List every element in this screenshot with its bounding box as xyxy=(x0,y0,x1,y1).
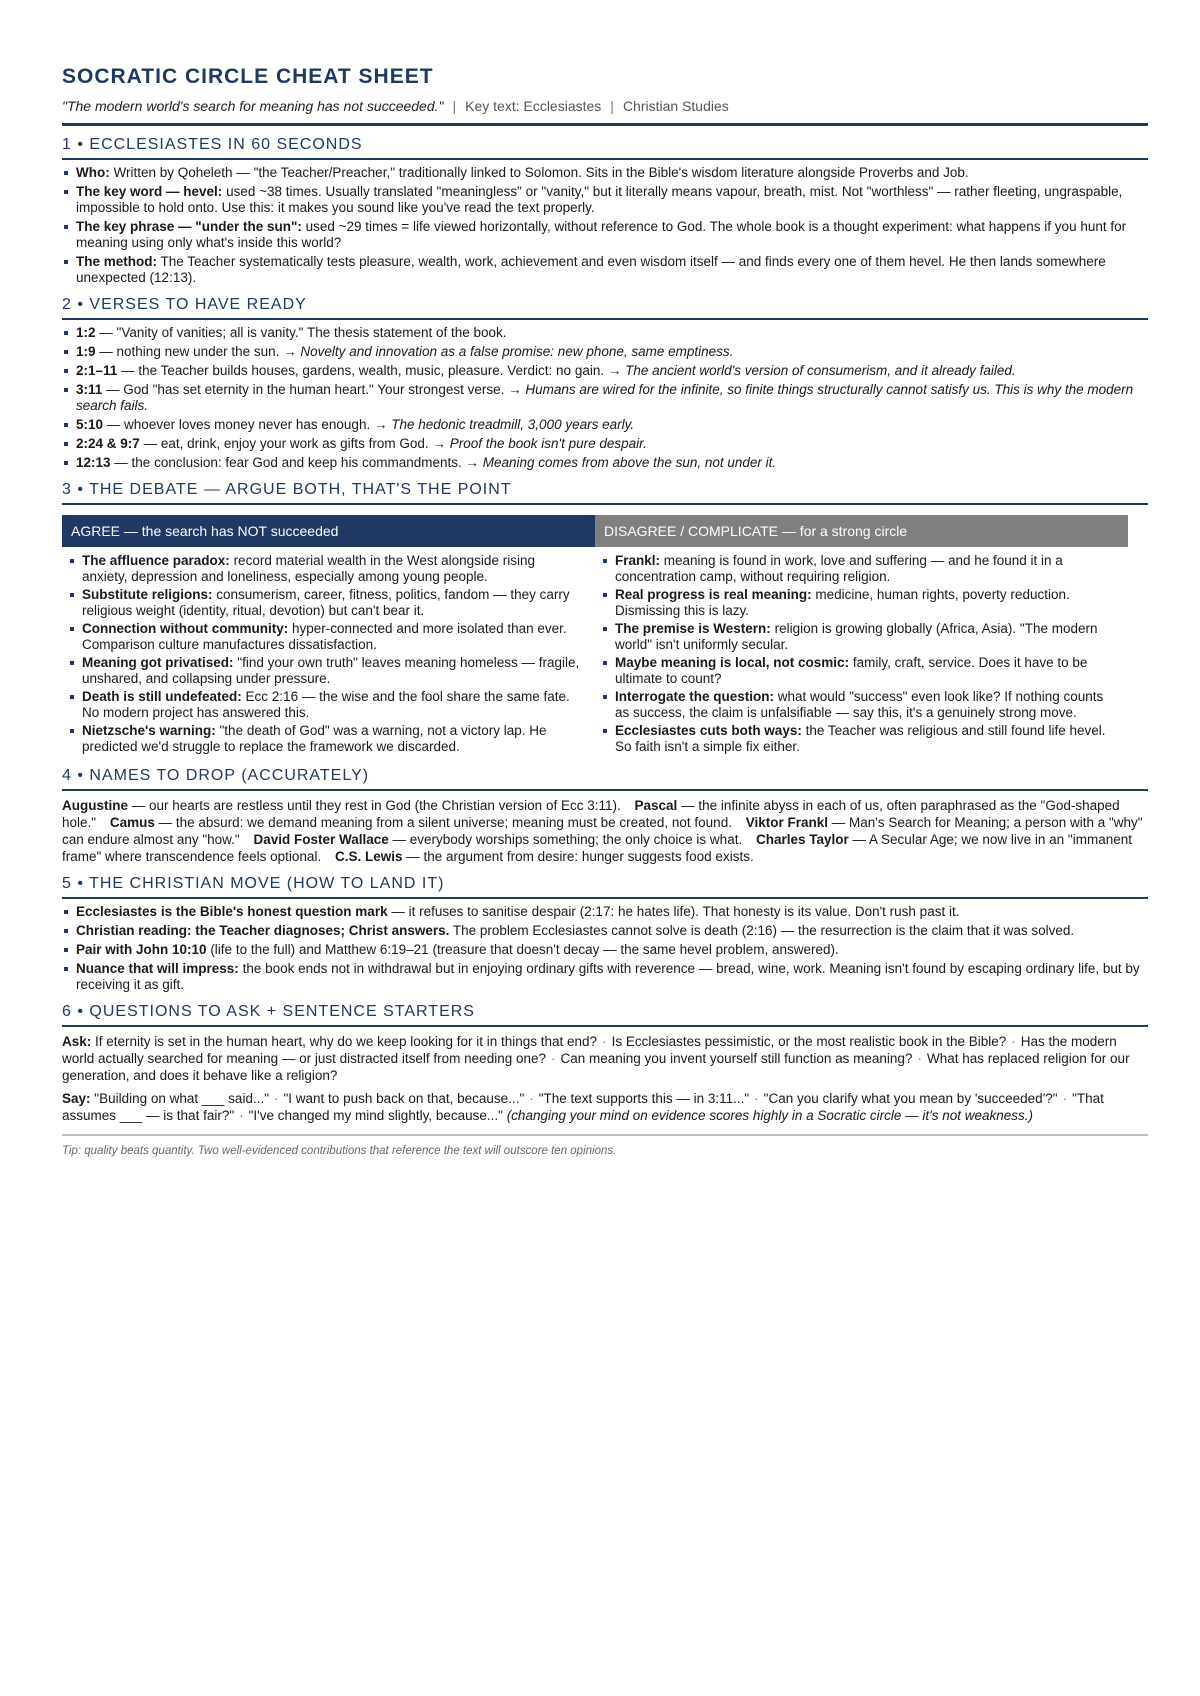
name-desc: — the argument from desire: hunger suggests food exists. xyxy=(406,849,754,864)
separator: | xyxy=(452,98,457,114)
verse-text: — the conclusion: fear God and keep his commandments. → xyxy=(114,455,479,470)
list-item xyxy=(62,923,1148,939)
list-item xyxy=(62,417,1148,433)
name: Augustine xyxy=(62,798,128,813)
agree-list xyxy=(68,553,581,755)
item-lead: The method: xyxy=(76,254,157,269)
item-text: what would "success" even look like? If nothing counts as success, the claim is unfalsifiable — say this, it's a genuinely strong move. xyxy=(615,689,1104,720)
item-lead: Meaning got privatised: xyxy=(82,655,234,670)
verse-text: — God "has set eternity in the human heart." Your strongest verse. → xyxy=(106,382,522,397)
section-5-heading: 5 • THE CHRISTIAN MOVE (HOW TO LAND IT) xyxy=(62,874,1148,899)
item-lead: Who: xyxy=(76,165,110,180)
item-lead: The key word — hevel: xyxy=(76,184,223,199)
list-item xyxy=(601,655,1114,687)
list-item xyxy=(68,655,581,687)
title-rule xyxy=(62,123,1148,126)
debate-table xyxy=(62,515,1128,757)
ask-paragraph: Ask: If eternity is set in the human heart, why do we keep looking for it in things that end? · Is Ecclesiastes pessimistic, or the most realistic book in the Bible? · Has the modern world actually searched for meaning — or just distracted itself from needing one? · Can meaning you invent yourself still function as meaning? · What has replaced religion for our generation, and does it behave like a religion? xyxy=(62,1034,1130,1083)
names-paragraph xyxy=(62,797,1148,865)
item-lead: Nietzsche's warning: xyxy=(82,723,216,738)
section-5-list xyxy=(62,904,1148,993)
section-2-list xyxy=(62,325,1148,471)
ask-label: Ask: xyxy=(62,1034,92,1049)
name-desc: — Man's Search for Meaning; a person with a "why" can endure almost any "how." xyxy=(62,815,1143,847)
name: Charles Taylor xyxy=(755,832,849,847)
item-lead: Christian reading: the Teacher diagnoses; Christ answers. xyxy=(76,923,450,938)
list-item xyxy=(62,942,1148,958)
verse-note: Humans are wired for the infinite, so finite things structurally cannot satisfy us. This is why the modern search fails. xyxy=(76,382,1134,413)
course-name: Christian Studies xyxy=(622,98,729,114)
agree-column xyxy=(62,515,595,757)
verse-text: — the Teacher builds houses, gardens, wealth, music, pleasure. Verdict: no gain. → xyxy=(121,363,622,378)
sentence-starter: "I've changed my mind slightly, because..." xyxy=(248,1108,503,1123)
sentence-starter: "The text supports this — in 3:11..." xyxy=(538,1091,750,1106)
name-desc: — the infinite abyss in each of us, often paraphrased as the "God-shaped hole." xyxy=(62,798,1120,830)
item-text: — it refuses to sanitise despair (2:17: he hates life). That honesty is its value. Don't rush past it. xyxy=(391,904,960,919)
verse-note: The hedonic treadmill, 3,000 years early. xyxy=(391,417,635,432)
name-desc: — A Secular Age; we now live in an "immanent frame" where transcendence feels optional. xyxy=(62,832,1132,864)
item-text: used ~29 times = life viewed horizontally, without reference to God. The whole book is a thought experiment: what happens if you hunt for meaning using only what's inside this world? xyxy=(76,219,1127,250)
item-text: medicine, human rights, poverty reduction. Dismissing this is lazy. xyxy=(615,587,1070,618)
item-text: meaning is found in work, love and suffering — and he found it in a concentration camp, without requiring religion. xyxy=(615,553,1063,584)
section-4-heading: 4 • NAMES TO DROP (ACCURATELY) xyxy=(62,766,1148,791)
name: David Foster Wallace xyxy=(253,832,389,847)
list-item xyxy=(62,165,1148,181)
item-text: Ecc 2:16 — the wise and the fool share the same fate. No modern project has answered this. xyxy=(82,689,570,720)
say-paragraph: Say: "Building on what ___ said..." · "I want to push back on that, because..." · "The text supports this — in 3:11..." · "Can you clarify what you mean by 'succeeded'?" · "That assumes ___ — is that fair?" · "I've changed my mind slightly, because..." (changing your mind on evidence scores highly in a Socratic circle — it's not weakness.) xyxy=(62,1091,1104,1123)
list-item xyxy=(68,723,581,755)
name-desc: — everybody worships something; the only choice is what. xyxy=(392,832,743,847)
list-item xyxy=(68,689,581,721)
verse-ref: 3:11 xyxy=(76,382,103,397)
name: Viktor Frankl xyxy=(745,815,828,830)
verse-ref: 5:10 xyxy=(76,417,104,432)
say-label: Say: xyxy=(62,1091,91,1106)
section-1-list xyxy=(62,165,1148,286)
item-text: The problem Ecclesiastes cannot solve is death (2:16) — the resurrection is the claim that it was solved. xyxy=(452,923,1075,938)
verse-ref: 2:24 & 9:7 xyxy=(76,436,140,451)
item-lead: Frankl: xyxy=(615,553,661,568)
name: Camus xyxy=(109,815,155,830)
item-lead: Pair with John 10:10 xyxy=(76,942,207,957)
verse-ref: 1:9 xyxy=(76,344,96,359)
list-item xyxy=(62,325,1148,341)
list-item xyxy=(62,455,1148,471)
item-text: religion is growing globally (Africa, Asia). "The modern world" isn't uniformly secular. xyxy=(615,621,1098,652)
item-lead: Real progress is real meaning: xyxy=(615,587,812,602)
question: Can meaning you invent yourself still function as meaning? xyxy=(560,1051,913,1066)
item-lead: Ecclesiastes cuts both ways: xyxy=(615,723,802,738)
verse-text: — eat, drink, enjoy your work as gifts from God. → xyxy=(143,436,446,451)
sentence-starter: "I want to push back on that, because..." xyxy=(283,1091,525,1106)
list-item xyxy=(601,621,1114,653)
verse-note: Meaning comes from above the sun, not under it. xyxy=(482,455,777,470)
item-text: Written by Qoheleth — "the Teacher/Preacher," traditionally linked to Solomon. Sits in the Bible's wisdom literature alongside Proverbs and Job. xyxy=(113,165,969,180)
list-item xyxy=(62,961,1148,993)
list-item xyxy=(601,587,1114,619)
item-lead: Ecclesiastes is the Bible's honest question mark xyxy=(76,904,388,919)
section-1-heading: 1 • ECCLESIASTES IN 60 SECONDS xyxy=(62,135,1148,160)
item-lead: Maybe meaning is local, not cosmic: xyxy=(615,655,850,670)
list-item xyxy=(62,254,1148,286)
list-item xyxy=(68,553,581,585)
item-text: family, craft, service. Does it have to be ultimate to count? xyxy=(615,655,1088,686)
section-6-heading: 6 • QUESTIONS TO ASK + SENTENCE STARTERS xyxy=(62,1002,1148,1027)
verse-note: Novelty and innovation as a false promise: new phone, same emptiness. xyxy=(300,344,734,359)
item-text: "the death of God" was a warning, not a victory lap. He predicted we'd struggle to replace the framework we discarded. xyxy=(82,723,547,754)
item-text: (life to the full) and Matthew 6:19–21 (treasure that doesn't decay — the same hevel problem, answered). xyxy=(210,942,839,957)
subtitle xyxy=(62,97,1148,115)
prompt-quote: "The modern world's search for meaning has not succeeded." xyxy=(62,98,444,114)
list-item xyxy=(62,436,1148,452)
list-item xyxy=(62,219,1148,251)
item-lead: Interrogate the question: xyxy=(615,689,775,704)
name: C.S. Lewis xyxy=(334,849,403,864)
item-text: used ~38 times. Usually translated "meaningless" or "vanity," but it literally means vapour, breath, mist. Not "worthless" — rather fleeting, ungraspable, impossible to hold onto. Use this: it makes you sound like you've read the text properly. xyxy=(76,184,1123,215)
cheat-sheet-page xyxy=(62,64,1148,1157)
footer-rule xyxy=(62,1134,1148,1136)
say-note: (changing your mind on evidence scores highly in a Socratic circle — it's not weakness.) xyxy=(506,1108,1034,1123)
sentence-starter: "Can you clarify what you mean by 'succeeded'?" xyxy=(763,1091,1058,1106)
list-item xyxy=(601,553,1114,585)
page-title: SOCRATIC CIRCLE CHEAT SHEET xyxy=(62,65,434,88)
list-item xyxy=(62,344,1148,360)
list-item xyxy=(601,689,1114,721)
question: If eternity is set in the human heart, why do we keep looking for it in things that end? xyxy=(95,1034,598,1049)
question: Has the modern world actually searched for meaning — or just distracted itself from needing one? xyxy=(62,1034,1117,1066)
item-lead: Nuance that will impress: xyxy=(76,961,239,976)
item-lead: The key phrase — "under the sun": xyxy=(76,219,302,234)
item-lead: The premise is Western: xyxy=(615,621,771,636)
list-item xyxy=(68,587,581,619)
name: Pascal xyxy=(634,798,678,813)
item-lead: Death is still undefeated: xyxy=(82,689,242,704)
disagree-header: DISAGREE / COMPLICATE — for a strong circle xyxy=(595,515,1128,547)
item-text: the book ends not in withdrawal but in enjoying ordinary gifts with reverence — bread, wine, work. Meaning isn't found by escaping ordinary life, but by receiving it as gift. xyxy=(76,961,1140,992)
item-lead: Substitute religions: xyxy=(82,587,213,602)
item-text: hyper-connected and more isolated than ever. Comparison culture manufactures dissatisfaction. xyxy=(82,621,567,652)
item-text: "find your own truth" leaves meaning homeless — fragile, unshared, and collapsing under pressure. xyxy=(82,655,580,686)
verse-ref: 12:13 xyxy=(76,455,111,470)
separator: | xyxy=(610,98,614,114)
sentence-starter: "That assumes ___ — is that fair?" xyxy=(62,1091,1104,1123)
verse-text: — nothing new under the sun. → xyxy=(99,344,297,359)
section-3-heading: 3 • THE DEBATE — ARGUE BOTH, THAT'S THE POINT xyxy=(62,480,1148,505)
name-desc: — our hearts are restless until they rest in God (the Christian version of Ecc 3:11). xyxy=(131,798,621,813)
item-text: the Teacher was religious and still found life hevel. So faith isn't a simple fix either. xyxy=(615,723,1106,754)
item-text: consumerism, career, fitness, politics, fandom — they carry religious weight (identity, ritual, devotion) but can't bear it. xyxy=(82,587,570,618)
key-text: Key text: Ecclesiastes xyxy=(465,98,602,114)
item-lead: The affluence paradox: xyxy=(82,553,230,568)
list-item xyxy=(62,184,1148,216)
agree-header: AGREE — the search has NOT succeeded xyxy=(62,515,595,547)
verse-note: Proof the book isn't pure despair. xyxy=(449,436,647,451)
verse-ref: 2:1–11 xyxy=(76,363,118,378)
list-item xyxy=(62,904,1148,920)
section-2-heading: 2 • VERSES TO HAVE READY xyxy=(62,295,1148,320)
disagree-column xyxy=(595,515,1128,757)
item-text: record material wealth in the West alongside rising anxiety, depression and loneliness, especially among young people. xyxy=(82,553,535,584)
verse-ref: 1:2 xyxy=(76,325,96,340)
item-lead: Connection without community: xyxy=(82,621,289,636)
list-item xyxy=(62,382,1148,414)
disagree-list xyxy=(601,553,1114,755)
list-item xyxy=(68,621,581,653)
verse-text: — whoever loves money never has enough. → xyxy=(106,417,388,432)
tip-text: Tip: quality beats quantity. Two well-evidenced contributions that reference the text will outscore ten opinions. xyxy=(62,1145,617,1157)
question: Is Ecclesiastes pessimistic, or the most realistic book in the Bible? xyxy=(611,1034,1007,1049)
list-item xyxy=(62,363,1148,379)
verse-text: — "Vanity of vanities; all is vanity." The thesis statement of the book. xyxy=(99,325,507,340)
list-item xyxy=(601,723,1114,755)
name-desc: — the absurd: we demand meaning from a silent universe; meaning must be created, not found. xyxy=(158,815,732,830)
verse-note: The ancient world's version of consumerism, and it already failed. xyxy=(625,363,1016,378)
sentence-starter: "Building on what ___ said..." xyxy=(94,1091,269,1106)
question: What has replaced religion for our generation, and does it behave like a religion? xyxy=(62,1051,1130,1083)
item-text: The Teacher systematically tests pleasure, wealth, work, achievement and even wisdom itself — and finds every one of them hevel. He then lands somewhere unexpected (12:13). xyxy=(76,254,1106,285)
